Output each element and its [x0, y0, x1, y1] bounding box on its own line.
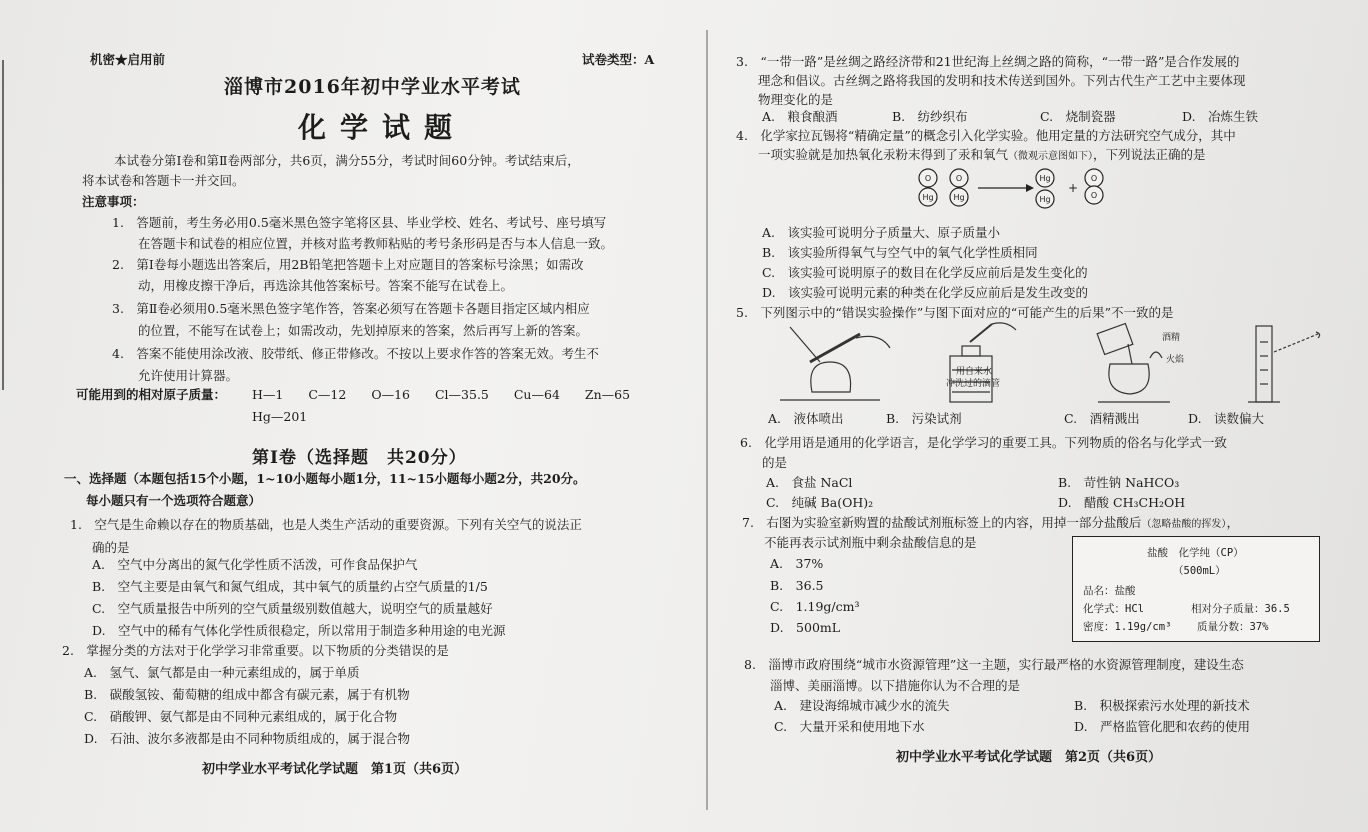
question-5-stem: 5. 下列图示中的“错误实验操作”与图下面对应的“可能产生的后果”不一致的是 [736, 305, 1174, 320]
reagent-label-line: 品名：盐酸 [1083, 585, 1136, 597]
notice-line: 2. 第Ⅰ卷每小题选出答案后，用2B铅笔把答题卡上对应题目的答案标号涂黑；如需改 [112, 257, 584, 272]
intro-line: 本试卷分第Ⅰ卷和第Ⅱ卷两部分，共6页，满分55分，考试时间60分钟。考试结束后， [114, 153, 580, 168]
question-5-option: A. 液体喷出 [768, 411, 844, 426]
flame-icon [1150, 352, 1162, 358]
question-8-option: B. 积极探索污水处理的新技术 [1074, 698, 1250, 713]
question-8-stem: 8. 淄博市政府围绕“城市水资源管理”这一主题，实行最严格的水资源管理制度，建设生态 [744, 657, 1244, 672]
notice-line: 3. 第Ⅱ卷必须用0.5毫米黑色签字笔作答，答案必须写在答题卡各题目指定区域内相应 [112, 301, 590, 316]
question-6-option: C. 纯碱 Ba(OH)₂ [766, 495, 874, 510]
notice-line: 允许使用计算器。 [138, 368, 239, 383]
page-divider [706, 30, 708, 810]
graduated-cylinder-icon [1256, 326, 1272, 402]
figure-label: 用自来水 [956, 367, 993, 377]
page-footer: 初中学业水平考试化学试题 第1页（共6页） [202, 762, 468, 777]
question-1-option: B. 空气主要是由氧气和氮气组成，其中氧气的质量约占空气质量的1/5 [92, 579, 488, 594]
question-5-option: C. 酒精溅出 [1064, 411, 1140, 426]
question-7-option: C. 1.19g/cm³ [770, 599, 860, 614]
subject-title: 化学试题 [298, 111, 467, 144]
question-3-stem: 3. “一带一路”是丝绸之路经济带和21世纪海上丝绸之路的简称，“一带一路”是合作发展的 [736, 54, 1240, 69]
question-7-option: D. 500mL [770, 620, 841, 635]
question-6-stem: 的是 [762, 455, 788, 470]
question-4-option: A. 该实验可说明分子质量大、原子质量小 [762, 225, 1001, 240]
figure-label: 火焰 [1166, 355, 1185, 365]
question-7-option: B. 36.5 [770, 578, 824, 593]
question-6-option: B. 苛性钠 NaHCO₃ [1058, 475, 1180, 490]
question-8-option: A. 建设海绵城市减少水的流失 [774, 698, 950, 713]
alcohol-lamp-icon [811, 362, 851, 392]
oxygen-atom: O [924, 174, 932, 183]
question-3-option: D. 冶炼生铁 [1182, 109, 1259, 124]
question-7-stem: 不能再表示试剂瓶中剩余盐酸信息的是 [764, 535, 977, 550]
question-3-option: B. 纺纱织布 [892, 109, 968, 124]
notice-line: 1. 答题前，考生务必用0.5毫米黑色签字笔将区县、毕业学校、姓名、考试号、座号填写 [112, 215, 607, 230]
question-3-option: A. 粮食酿酒 [762, 109, 838, 124]
lab-operation-figures [770, 322, 1330, 410]
reagent-label-line: 盐酸 化学纯（CP） [1147, 547, 1244, 559]
question-4-option: B. 该实验所得氧气与空气中的氧气化学性质相同 [762, 245, 1038, 260]
alcohol-lamp-icon [1109, 364, 1149, 394]
question-3-stem: 理念和倡议。古丝绸之路将我国的发明和技术传送到国外。下列古代生产工艺中主要体现 [758, 73, 1246, 88]
page-footer: 初中学业水平考试化学试题 第2页（共6页） [896, 750, 1162, 765]
question-4-stem: 4. 化学家拉瓦锡将“精确定量”的概念引入化学实验。他用定量的方法研究空气成分，其中 [736, 128, 1236, 143]
exam-title: 淄博市2016年初中学业水平考试 [224, 76, 521, 98]
question-4-stem: 一项实验就是加热氧化汞粉末得到了汞和氧气（微观示意图如下），下列说法正确的是 [758, 147, 1206, 162]
mercury-atom: Hg [953, 193, 965, 202]
atomic-mass-label: 可能用到的相对原子质量： [76, 387, 227, 402]
section-1-title: 第Ⅰ卷（选择题 共20分） [252, 448, 467, 468]
question-3-option: C. 烧制瓷器 [1040, 109, 1116, 124]
question-1-stem: 确的是 [92, 540, 130, 555]
section-1-instruction: 一、选择题（本题包括15个小题，1~10小题每小题1分，11~15小题每小题2分，共20分。 [64, 471, 586, 486]
notice-line: 的位置，不能写在试卷上；如需改动，先划掉原来的答案，然后再写上新的答案。 [138, 323, 589, 338]
mercury-atom: Hg [1039, 195, 1051, 204]
question-5-option: B. 污染试剂 [886, 411, 962, 426]
notice-line: 4. 答案不能使用涂改液、胶带纸、修正带修改。不按以上要求作答的答案无效。考生不 [112, 346, 599, 361]
question-4-option: D. 该实验可说明元素的种类在化学反应前后是发生改变的 [762, 285, 1089, 300]
question-2-option: D. 石油、波尔多液都是由不同种物质组成的，属于混合物 [84, 731, 411, 746]
dropper-icon [970, 324, 992, 342]
question-2-option: B. 碳酸氢铵、葡萄糖的组成中都含有碳元素，属于有机物 [84, 687, 410, 702]
reagent-label-line: 化学式：HCl [1083, 603, 1144, 615]
reagent-label [1072, 536, 1320, 642]
question-6-option: D. 醋酸 CH₃CH₂OH [1058, 495, 1186, 510]
question-3-options [762, 108, 1322, 128]
notice-line: 动，用橡皮擦干净后，再选涂其他答案标号。答案不能写在试卷上。 [138, 278, 514, 293]
notice-heading: 注意事项： [82, 194, 145, 209]
oxygen-atom: O [955, 174, 963, 183]
reagent-label-line: 相对分子质量：36.5 [1191, 603, 1290, 615]
reagent-label-line: 质量分数：37% [1197, 621, 1269, 633]
question-4-option: C. 该实验可说明原子的数目在化学反应前后是发生变化的 [762, 265, 1088, 280]
atomic-mass-values: H—1 C—12 O—16 Cl—35.5 Cu—64 Zn—65 [252, 387, 631, 402]
mercury-atom: Hg [1039, 174, 1051, 183]
question-1-option: A. 空气中分离出的氮气化学性质不活泼，可作食品保护气 [92, 557, 418, 572]
atomic-mass-values: Hg—201 [252, 409, 308, 424]
question-6-stem: 6. 化学用语是通用的化学语言，是化学学习的重要工具。下列物质的俗名与化学式一致 [740, 435, 1227, 450]
alcohol-bottle-icon [1097, 324, 1133, 355]
mercury-oxide-reaction-diagram [908, 164, 1108, 214]
confidential-mark: 机密★启用前 [90, 52, 166, 67]
question-5-options [762, 410, 1322, 430]
question-7-stem: 7. 右图为实验室新购置的盐酸试剂瓶标签上的内容，用掉一部分盐酸后（忽略盐酸的挥发）， [742, 515, 1239, 530]
question-3-stem: 物理变化的是 [758, 92, 834, 107]
question-2-option: C. 硝酸钾、氨气都是由不同种元素组成的，属于化合物 [84, 709, 398, 724]
question-5-option: D. 读数偏大 [1188, 411, 1265, 426]
question-8-stem: 淄博、美丽淄博。以下措施你认为不合理的是 [770, 678, 1021, 693]
question-2-stem: 2. 掌握分类的方法对于化学学习非常重要。以下物质的分类错误的是 [62, 643, 449, 658]
notice-line: 在答题卡和试卷的相应位置，并核对监考教师粘贴的考号条形码是否与本人信息一致。 [138, 236, 614, 251]
reagent-label-line: （500mL） [1173, 565, 1226, 577]
oxygen-atom: O [1090, 191, 1098, 200]
oxygen-atom: O [1090, 174, 1098, 183]
section-1-instruction: 每小题只有一个选项符合题意） [86, 493, 262, 508]
figure-label: 酒精 [1162, 333, 1181, 343]
figure-label: 冲洗过的滴管 [946, 379, 1001, 389]
question-8-option: C. 大量开采和使用地下水 [774, 719, 925, 734]
intro-line: 将本试卷和答题卡一并交回。 [82, 173, 245, 188]
question-2-option: A. 氢气、氯气都是由一种元素组成的，属于单质 [84, 665, 360, 680]
question-8-option: D. 严格监管化肥和农药的使用 [1074, 719, 1251, 734]
mercury-atom: Hg [922, 193, 934, 202]
question-1-option: C. 空气质量报告中所列的空气质量级别数值越大，说明空气的质量越好 [92, 601, 493, 616]
reagent-label-line: 密度：1.19g/cm³ [1083, 621, 1172, 633]
question-1-stem: 1. 空气是生命赖以存在的物质基础，也是人类生产活动的重要资源。下列有关空气的说法正 [70, 517, 582, 532]
paper-type: 试卷类型：A [582, 52, 655, 67]
plus-sign: + [1067, 181, 1079, 195]
question-6-option: A. 食盐 NaCl [766, 475, 853, 490]
question-1-option: D. 空气中的稀有气体化学性质很稳定，所以常用于制造多种用途的电光源 [92, 623, 506, 638]
paper-edge-shadow [2, 60, 4, 390]
question-7-option: A. 37% [770, 556, 824, 571]
